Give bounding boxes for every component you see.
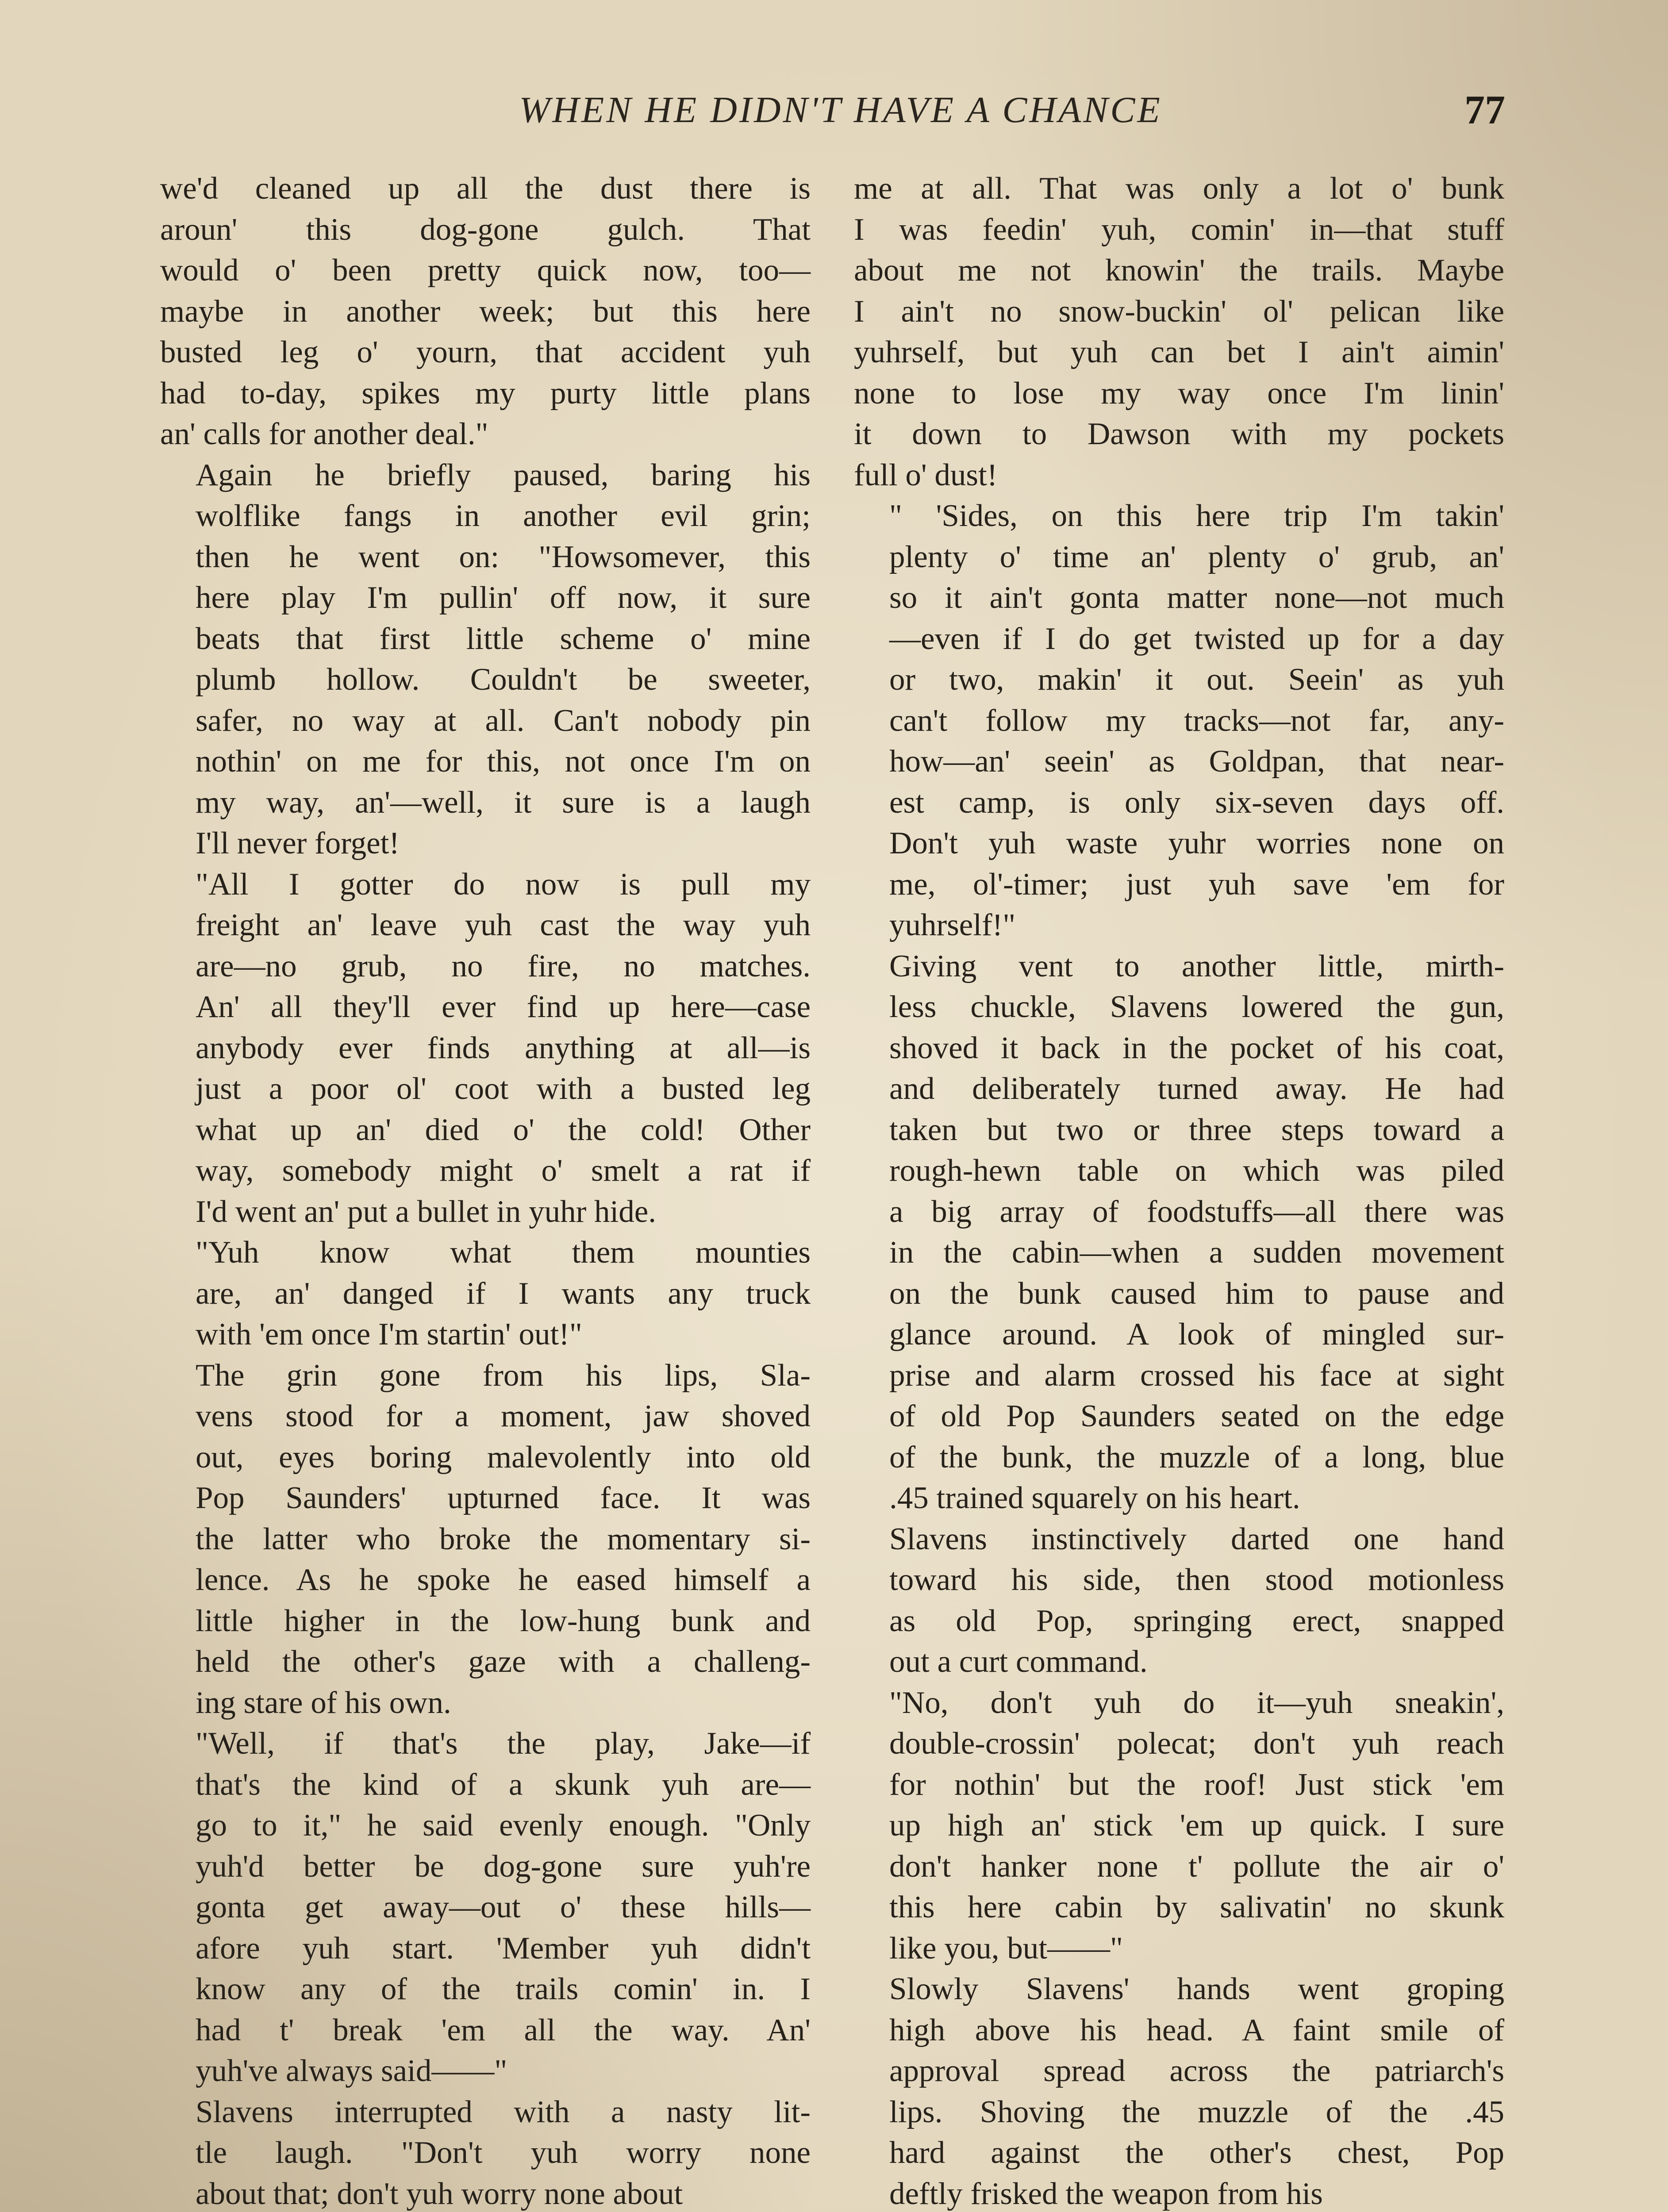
text-line: plumb hollow. Couldn't be sweeter,: [196, 662, 811, 697]
paragraph: [160, 2092, 811, 2212]
text-line: little higher in the low-hung bunk and: [196, 1603, 811, 1638]
paragraph: [160, 1232, 811, 1355]
text-line: with 'em once I'm startin' out!": [196, 1317, 582, 1352]
text-line: yuhrself, but yuh can bet I ain't aimin': [854, 335, 1504, 369]
text-line: I ain't no snow-buckin' ol' pelican like: [854, 294, 1504, 329]
text-line: this here cabin by salivatin' no skunk: [889, 1890, 1504, 1924]
text-line: Giving vent to another little, mirth-: [889, 949, 1504, 983]
text-line: don't hanker none t' pollute the air o': [889, 1849, 1504, 1884]
text-line: then he went on: "Howsomever, this: [196, 539, 811, 574]
text-line: here play I'm pullin' off now, it sure: [196, 580, 811, 615]
text-line: afore yuh start. 'Member yuh didn't: [196, 1931, 811, 1966]
paragraph: [160, 1723, 811, 2092]
text-line: safer, no way at all. Can't nobody pin: [196, 703, 811, 738]
text-line: .45 trained squarely on his heart.: [889, 1481, 1300, 1515]
text-line: " 'Sides, on this here trip I'm takin': [889, 499, 1504, 533]
text-line: held the other's gaze with a challeng-: [196, 1644, 811, 1679]
text-line: about that; don't yuh worry none about: [196, 2176, 683, 2211]
right-text-column: [854, 168, 1504, 2212]
paragraph: [854, 495, 1504, 946]
text-line: freight an' leave yuh cast the way yuh: [196, 908, 811, 942]
paragraph: [854, 1682, 1504, 1969]
text-line: nothin' on me for this, not once I'm on: [196, 744, 811, 779]
text-line: taken but two or three steps toward a: [889, 1112, 1504, 1147]
text-line: that's the kind of a skunk yuh are—: [196, 1767, 811, 1802]
text-line: toward his side, then stood motionless: [889, 1563, 1504, 1597]
text-line: in the cabin—when a sudden movement: [889, 1235, 1504, 1270]
text-line: "Yuh know what them mounties: [196, 1235, 811, 1270]
text-line: I was feedin' yuh, comin' in—that stuff: [854, 212, 1504, 247]
text-line: "No, don't yuh do it—yuh sneakin',: [889, 1685, 1504, 1720]
text-line: or two, makin' it out. Seein' as yuh: [889, 662, 1504, 697]
text-line: An' all they'll ever find up here—case: [196, 990, 811, 1024]
text-line: yuh'd better be dog-gone sure yuh're: [196, 1849, 811, 1884]
text-line: aroun' this dog-gone gulch. That: [160, 212, 811, 247]
page-number: 77: [1464, 87, 1505, 132]
text-line: busted leg o' yourn, that accident yuh: [160, 335, 811, 369]
text-line: glance around. A look of mingled sur-: [889, 1317, 1504, 1352]
text-line: yuhrself!": [889, 908, 1016, 942]
text-line: me at all. That was only a lot o' bunk: [854, 171, 1504, 206]
text-line: rough-hewn table on which was piled: [889, 1153, 1504, 1188]
text-line: go to it," he said evenly enough. "Only: [196, 1808, 811, 1843]
text-line: an' calls for another deal.": [160, 417, 488, 451]
text-line: Slavens interrupted with a nasty lit-: [196, 2094, 811, 2129]
text-line: Again he briefly paused, baring his: [196, 457, 811, 492]
text-line: less chuckle, Slavens lowered the gun,: [889, 990, 1504, 1024]
text-line: Don't yuh waste yuhr worries none on: [889, 826, 1504, 860]
text-line: double-crossin' polecat; don't yuh reach: [889, 1726, 1504, 1761]
paragraph: [854, 1969, 1504, 2212]
text-line: hard against the other's chest, Pop: [889, 2135, 1504, 2170]
text-line: way, somebody might o' smelt a rat if: [196, 1153, 811, 1188]
text-line: what up an' died o' the cold! Other: [196, 1112, 811, 1147]
running-title: WHEN HE DIDN'T HAVE A CHANCE: [519, 89, 1162, 131]
text-line: beats that first little scheme o' mine: [196, 621, 811, 656]
paragraph: [160, 864, 811, 1233]
text-line: shoved it back in the pocket of his coat,: [889, 1030, 1504, 1065]
text-line: can't follow my tracks—not far, any-: [889, 703, 1504, 738]
text-line: I'd went an' put a bullet in yuhr hide.: [196, 1194, 657, 1229]
text-line: gonta get away—out o' these hills—: [196, 1890, 811, 1924]
text-line: prise and alarm crossed his face at sight: [889, 1358, 1504, 1393]
text-line: of the bunk, the muzzle of a long, blue: [889, 1440, 1504, 1475]
text-line: had t' break 'em all the way. An': [196, 2012, 811, 2047]
text-line: "All I gotter do now is pull my: [196, 867, 811, 902]
text-line: are—no grub, no fire, no matches.: [196, 949, 811, 983]
text-line: high above his head. A faint smile of: [889, 2012, 1504, 2047]
paragraph: [854, 168, 1504, 495]
text-line: anybody ever finds anything at all—is: [196, 1030, 811, 1065]
text-line: lips. Shoving the muzzle of the .45: [889, 2094, 1504, 2129]
text-line: a big array of foodstuffs—all there was: [889, 1194, 1504, 1229]
text-line: est camp, is only six-seven days off.: [889, 785, 1504, 820]
text-line: of old Pop Saunders seated on the edge: [889, 1399, 1504, 1433]
text-line: for nothin' but the roof! Just stick 'em: [889, 1767, 1504, 1802]
text-line: ing stare of his own.: [196, 1685, 451, 1720]
text-line: maybe in another week; but this here: [160, 294, 811, 329]
text-line: had to-day, spikes my purty little plans: [160, 376, 811, 411]
text-line: know any of the trails comin' in. I: [196, 1972, 811, 2006]
text-line: lence. As he spoke he eased himself a: [196, 1563, 811, 1597]
paragraph: [160, 1355, 811, 1724]
text-line: on the bunk caused him to pause and: [889, 1276, 1504, 1311]
text-line: and deliberately turned away. He had: [889, 1071, 1504, 1106]
paragraph: [854, 1519, 1504, 1682]
paragraph: [160, 455, 811, 864]
text-line: full o' dust!: [854, 457, 998, 492]
text-line: we'd cleaned up all the dust there is: [160, 171, 811, 206]
text-line: tle laugh. "Don't yuh worry none: [196, 2135, 811, 2170]
text-line: out a curt command.: [889, 1644, 1148, 1679]
left-text-column: [160, 168, 811, 2212]
text-line: about me not knowin' the trails. Maybe: [854, 253, 1504, 288]
text-line: would o' been pretty quick now, too—: [160, 253, 811, 288]
text-line: as old Pop, springing erect, snapped: [889, 1603, 1504, 1638]
text-line: Slavens instinctively darted one hand: [889, 1521, 1504, 1556]
text-line: —even if I do get twisted up for a day: [889, 621, 1504, 656]
paragraph: [160, 168, 811, 455]
text-line: like you, but——": [889, 1931, 1123, 1966]
text-line: plenty o' time an' plenty o' grub, an': [889, 539, 1504, 574]
text-line: I'll never forget!: [196, 826, 400, 860]
paragraph: [854, 946, 1504, 1519]
text-line: the latter who broke the momentary si-: [196, 1521, 811, 1556]
text-line: out, eyes boring malevolently into old: [196, 1440, 811, 1475]
text-line: how—an' seein' as Goldpan, that near-: [889, 744, 1504, 779]
text-line: "Well, if that's the play, Jake—if: [196, 1726, 811, 1761]
text-line: my way, an'—well, it sure is a laugh: [196, 785, 811, 820]
text-line: it down to Dawson with my pockets: [854, 417, 1504, 451]
text-line: wolflike fangs in another evil grin;: [196, 499, 811, 533]
text-line: Slowly Slavens' hands went groping: [889, 1972, 1504, 2006]
text-line: up high an' stick 'em up quick. I sure: [889, 1808, 1504, 1843]
text-line: The grin gone from his lips, Sla-: [196, 1358, 811, 1393]
text-line: vens stood for a moment, jaw shoved: [196, 1399, 811, 1433]
text-line: deftly frisked the weapon from his: [889, 2176, 1323, 2211]
text-line: none to lose my way once I'm linin': [854, 376, 1504, 411]
text-line: yuh've always said——": [196, 2054, 507, 2088]
text-line: me, ol'-timer; just yuh save 'em for: [889, 867, 1504, 902]
text-line: Pop Saunders' upturned face. It was: [196, 1481, 811, 1515]
text-line: so it ain't gonta matter none—not much: [889, 580, 1504, 615]
text-line: just a poor ol' coot with a busted leg: [196, 1071, 811, 1106]
text-line: approval spread across the patriarch's: [889, 2054, 1504, 2088]
text-line: are, an' danged if I wants any truck: [196, 1276, 811, 1311]
